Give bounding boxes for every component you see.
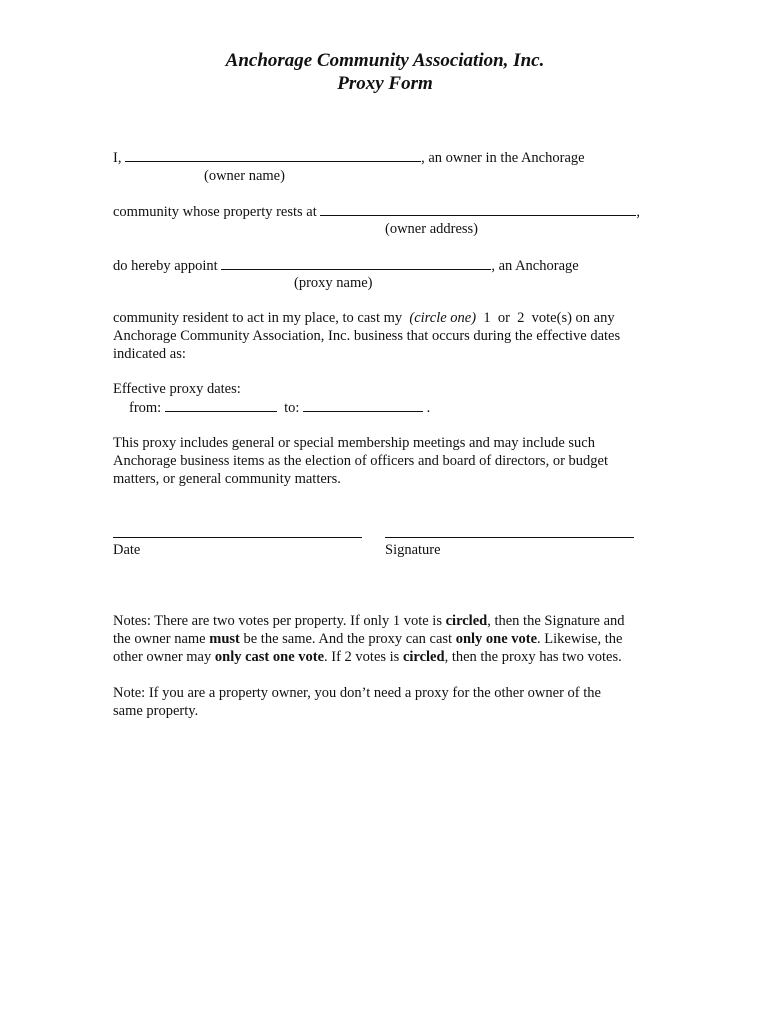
notes-text: , then the proxy has two votes.: [444, 649, 622, 665]
date-signature-line[interactable]: [113, 537, 362, 538]
proxy-name-field[interactable]: [221, 256, 491, 270]
owner-line-prefix: I,: [113, 150, 122, 166]
from-date-field[interactable]: [165, 398, 277, 412]
date-label: Date: [113, 542, 141, 558]
dates-end: .: [426, 400, 431, 416]
owner-line: [113, 148, 585, 167]
vote-option-2[interactable]: 2: [517, 310, 525, 326]
notes-emphasis: must: [209, 631, 240, 647]
notes-text: be the same. And the proxy can cast: [239, 631, 456, 647]
notes-emphasis: only cast one vote: [214, 649, 325, 665]
proxy-name-hint: (proxy name): [294, 275, 373, 291]
owner-address-hint: (owner address): [385, 221, 479, 237]
scope-line-1: This proxy includes general or special membership meetings and may include such: [113, 435, 595, 451]
address-line-suffix: ,: [636, 204, 641, 220]
scope-line-3: matters, or general community matters.: [113, 471, 341, 487]
notes-emphasis: only one vote: [455, 631, 538, 647]
form-subtitle: Proxy Form: [337, 73, 433, 94]
resident-line-3: indicated as:: [113, 346, 186, 362]
owner-line-suffix: , an owner in the Anchorage: [421, 150, 585, 166]
owner-address-field[interactable]: [320, 202, 636, 216]
signature-line[interactable]: [385, 537, 634, 538]
owner-name-field[interactable]: [125, 148, 421, 162]
or-word: or: [497, 310, 510, 326]
from-label: from:: [129, 400, 162, 416]
dates-line: [129, 398, 430, 417]
appoint-line-prefix: do hereby appoint: [113, 258, 218, 274]
resident-line-2: Anchorage Community Association, Inc. business that occurs during the effective dates: [113, 328, 621, 344]
notes-text: , then the Signature and: [487, 613, 625, 629]
notes-text: . Likewise, the: [537, 631, 623, 647]
notes-emphasis: circled: [445, 613, 488, 629]
signature-label: Signature: [385, 542, 441, 558]
notes-line-2: [113, 630, 622, 648]
notes-line-3: [113, 648, 622, 666]
notes-line-1: [113, 612, 625, 630]
form-title: Anchorage Community Association, Inc.: [225, 50, 545, 71]
circle-one-instruction: (circle one): [409, 310, 477, 326]
to-label: to:: [284, 400, 300, 416]
effective-dates-heading: Effective proxy dates:: [113, 381, 241, 397]
resident-line-1-suffix: vote(s) on any: [531, 310, 615, 326]
resident-line-1-text: community resident to act in my place, to cast my: [113, 310, 403, 326]
notes-text: Notes: There are two votes per property. If only 1 vote is: [113, 613, 446, 629]
note2-line-1: Note: If you are a property owner, you don’t need a proxy for the other owner of the: [113, 685, 601, 701]
to-date-field[interactable]: [303, 398, 423, 412]
vote-option-1[interactable]: 1: [483, 310, 491, 326]
scope-line-2: Anchorage business items as the election of officers and board of directors, or budget: [113, 453, 608, 469]
notes-text: other owner may: [113, 649, 215, 665]
notes-text: the owner name: [113, 631, 210, 647]
address-line-prefix: community whose property rests at: [113, 204, 317, 220]
appoint-line: [113, 256, 579, 275]
notes-emphasis: circled: [402, 649, 445, 665]
note2-line-2: same property.: [113, 703, 199, 719]
owner-name-hint: (owner name): [204, 168, 285, 184]
notes-text: . If 2 votes is: [324, 649, 403, 665]
resident-line-1: [113, 309, 615, 327]
appoint-line-suffix: , an Anchorage: [491, 258, 579, 274]
address-line: [113, 202, 640, 221]
